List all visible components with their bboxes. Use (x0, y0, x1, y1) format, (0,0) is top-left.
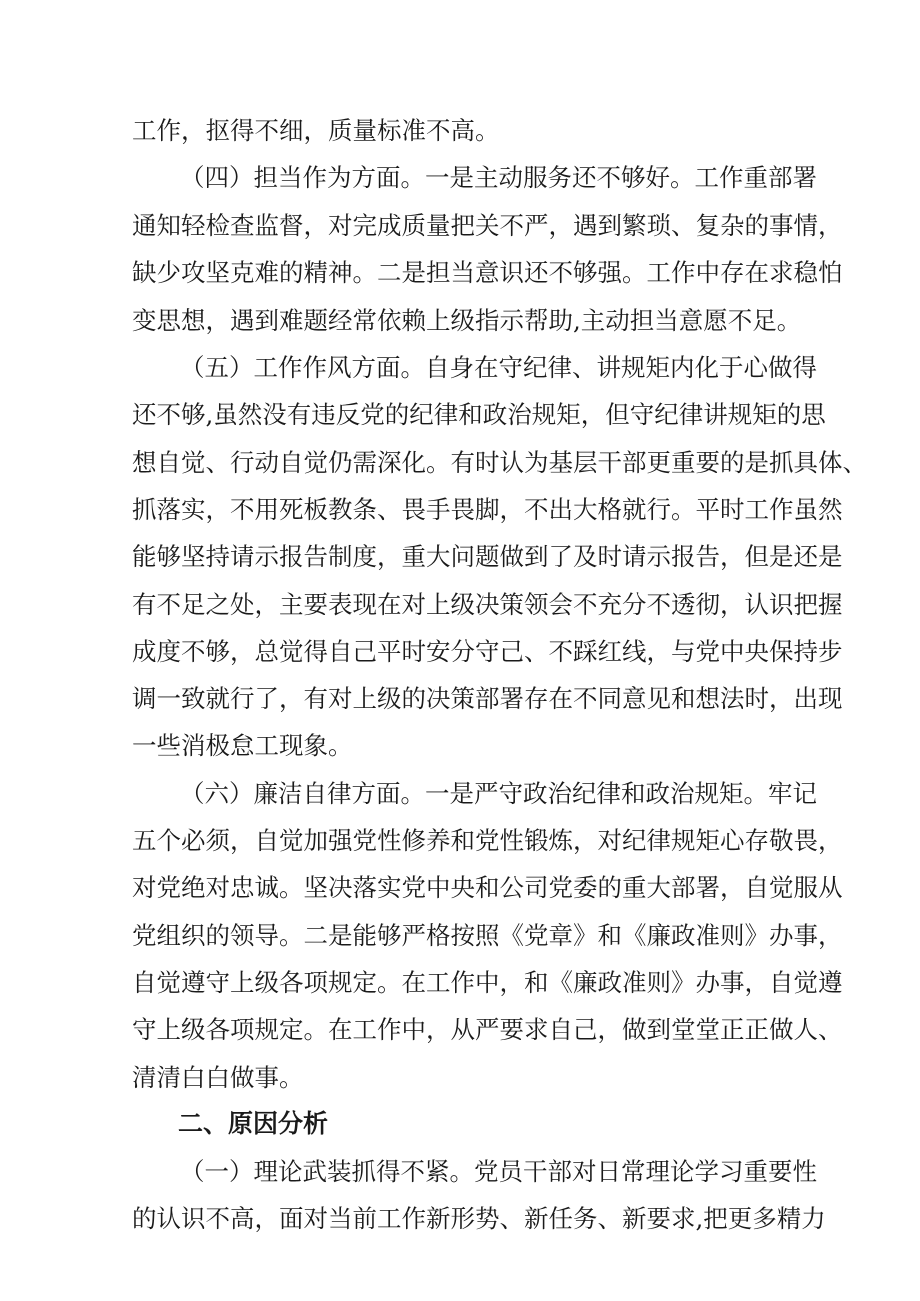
paragraph-line: 成度不够，总觉得自己平时安分守己、不踩红线，与党中央保持步 (132, 637, 843, 666)
paragraph-line: 通知轻检查监督，对完成质量把关不严，遇到繁琐、复杂的事情， (132, 211, 843, 240)
paragraph-line: 五个必须，自觉加强党性修养和党性锻炼，对纪律规矩心存敬畏， (132, 826, 843, 855)
paragraph-line: （五）工作作风方面。自身在守纪律、讲规矩内化于心做得 (180, 353, 817, 382)
paragraph-line: 一些消极怠工现象。 (132, 731, 353, 760)
paragraph-line: （四）担当作为方面。一是主动服务还不够好。工作重部署 (180, 163, 817, 192)
paragraph-line: 变思想，遇到难题经常依赖上级指示帮助,主动担当意愿不足。 (132, 306, 802, 335)
paragraph-line: （一）理论武装抓得不紧。党员干部对日常理论学习重要性 (180, 1157, 817, 1186)
paragraph-line: （六）廉洁自律方面。一是严守政治纪律和政治规矩。牢记 (180, 779, 817, 808)
paragraph-line: 的认识不高，面对当前工作新形势、新任务、新要求,把更多精力 (132, 1204, 826, 1233)
paragraph-line: 自觉遵守上级各项规定。在工作中，和《廉政准则》办事，自觉遵 (132, 968, 843, 997)
paragraph-line: 守上级各项规定。在工作中，从严要求自己，做到堂堂正正做人、 (132, 1015, 843, 1044)
paragraph-line: 缺少攻坚克难的精神。二是担当意识还不够强。工作中存在求稳怕 (132, 258, 843, 287)
paragraph-line: 对党绝对忠诚。坚决落实党中央和公司党委的重大部署，自觉服从 (132, 873, 843, 902)
paragraph-line: 想自觉、行动自觉仍需深化。有时认为基层干部更重要的是抓具体、 (132, 448, 867, 477)
paragraph-line: 调一致就行了，有对上级的决策部署存在不同意见和想法时，出现 (132, 684, 843, 713)
section-heading: 二、原因分析 (178, 1109, 329, 1138)
paragraph-line: 清清白白做事。 (132, 1063, 304, 1092)
paragraph-line: 工作，抠得不细，质量标准不高。 (132, 116, 500, 145)
paragraph-line: 能够坚持请示报告制度，重大问题做到了及时请示报告，但是还是 (132, 542, 843, 571)
paragraph-line: 党组织的领导。二是能够严格按照《党章》和《廉政准则》办事， (132, 921, 843, 950)
paragraph-line: 有不足之处，主要表现在对上级决策领会不充分不透彻，认识把握 (132, 590, 843, 619)
paragraph-line: 还不够,虽然没有违反党的纪律和政治规矩，但守纪律讲规矩的思 (132, 400, 826, 429)
paragraph-line: 抓落实，不用死板教条、畏手畏脚，不出大格就行。平时工作虽然 (132, 495, 843, 524)
